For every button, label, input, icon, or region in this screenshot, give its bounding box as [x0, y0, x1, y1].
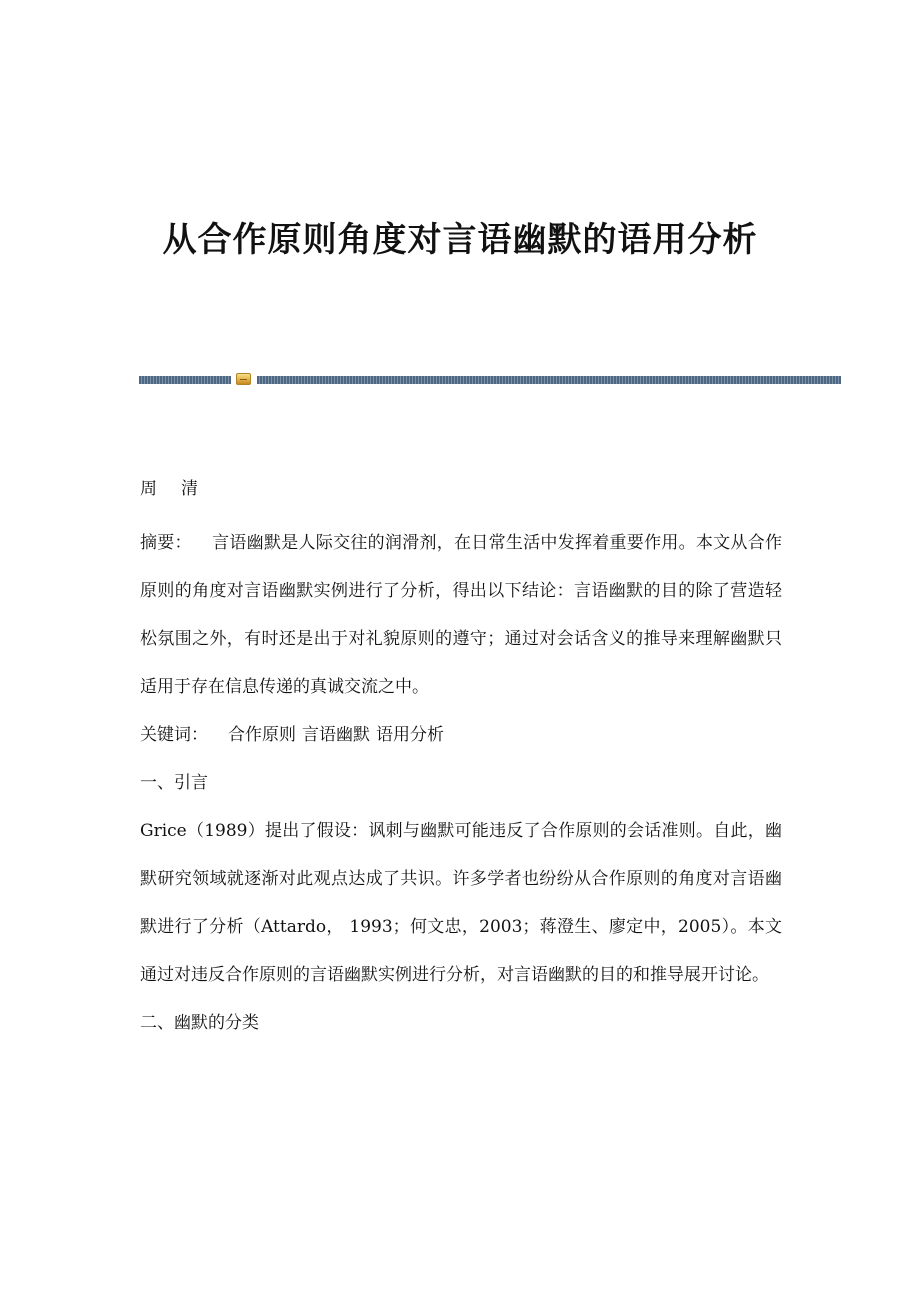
keywords-line [140, 711, 782, 759]
paper-body [140, 465, 782, 1047]
abstract-label: 摘要： [140, 533, 192, 553]
keywords-label: 关键词： [140, 725, 208, 745]
title-divider [139, 373, 841, 385]
keyword: 言语幽默 [302, 725, 370, 745]
author-line [140, 465, 782, 513]
keyword: 语用分析 [376, 725, 444, 745]
section-heading-classification: 二、幽默的分类 [140, 1013, 259, 1033]
divider-bar-right [257, 376, 841, 384]
divider-ornament-icon [236, 373, 251, 385]
keyword: 合作原则 [228, 725, 296, 745]
author-name: 周清 [140, 479, 222, 499]
abstract-text: 言语幽默是人际交往的润滑剂，在日常生活中发挥着重要作用。本文从合作原则的角度对言语幽默实例进行了分析，得出以下结论：言语幽默的目的除了营造轻松氛围之外，有时还是出于对礼貌原则的遵守；通过对会话含义的推导来理解幽默只适用于存在信息传递的真诚交流之中。 [140, 533, 783, 697]
abstract [140, 519, 782, 711]
section-heading-introduction: 一、引言 [140, 773, 208, 793]
introduction-paragraph: Grice（1989）提出了假设：讽刺与幽默可能违反了合作原则的会话准则。自此，幽默研究领域就逐渐对此观点达成了共识。许多学者也纷纷从合作原则的角度对言语幽默进行了分析（Attardo， 1993；何文忠，2003；蒋澄生、廖定中，2005）。本文通过对违反合作原则的言语幽默实例进行分析，对言语幽默的目的和推导展开讨论。 [140, 821, 782, 985]
divider-bar-left [139, 376, 231, 384]
paper-title: 从合作原则角度对言语幽默的语用分析 [162, 220, 758, 260]
